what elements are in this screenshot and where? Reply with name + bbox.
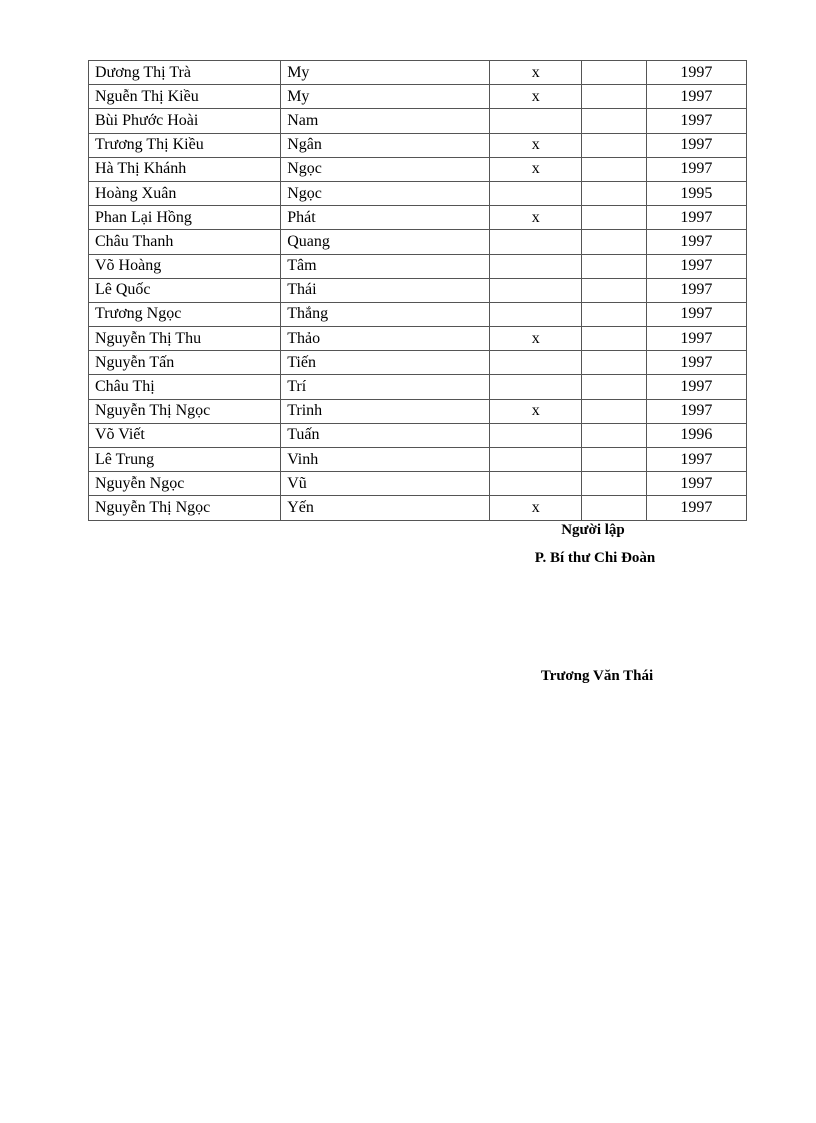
table-row bbox=[89, 181, 747, 205]
female-mark-cell: x bbox=[490, 85, 582, 109]
birth-year-cell: 1997 bbox=[646, 327, 746, 351]
birth-year-cell: 1997 bbox=[646, 399, 746, 423]
given-name-cell: Quang bbox=[281, 230, 490, 254]
birth-year-cell: 1997 bbox=[646, 472, 746, 496]
table-row bbox=[89, 302, 747, 326]
female-mark-cell: x bbox=[490, 206, 582, 230]
extra-cell bbox=[582, 206, 646, 230]
extra-cell bbox=[582, 254, 646, 278]
table-row bbox=[89, 496, 747, 520]
birth-year-cell: 1997 bbox=[646, 109, 746, 133]
extra-cell bbox=[582, 448, 646, 472]
given-name-cell: Ngọc bbox=[281, 157, 490, 181]
given-name-cell: Ngọc bbox=[281, 181, 490, 205]
extra-cell bbox=[582, 157, 646, 181]
surname-cell: Nguyễn Thị Thu bbox=[89, 327, 281, 351]
table-row bbox=[89, 157, 747, 181]
extra-cell bbox=[582, 61, 646, 85]
birth-year-cell: 1997 bbox=[646, 302, 746, 326]
female-mark-cell bbox=[490, 302, 582, 326]
female-mark-cell bbox=[490, 181, 582, 205]
given-name-cell: Thái bbox=[281, 278, 490, 302]
surname-cell: Trương Ngọc bbox=[89, 302, 281, 326]
given-name-cell: Yến bbox=[281, 496, 490, 520]
female-mark-cell: x bbox=[490, 399, 582, 423]
extra-cell bbox=[582, 327, 646, 351]
given-name-cell: Tiến bbox=[281, 351, 490, 375]
table-row bbox=[89, 254, 747, 278]
given-name-cell: Thắng bbox=[281, 302, 490, 326]
table-row bbox=[89, 399, 747, 423]
birth-year-cell: 1997 bbox=[646, 278, 746, 302]
surname-cell: Nguễn Thị Kiều bbox=[89, 85, 281, 109]
extra-cell bbox=[582, 230, 646, 254]
given-name-cell: Thảo bbox=[281, 327, 490, 351]
female-mark-cell: x bbox=[490, 157, 582, 181]
extra-cell bbox=[582, 109, 646, 133]
birth-year-cell: 1997 bbox=[646, 61, 746, 85]
birth-year-cell: 1997 bbox=[646, 133, 746, 157]
surname-cell: Dương Thị Trà bbox=[89, 61, 281, 85]
given-name-cell: Trí bbox=[281, 375, 490, 399]
surname-cell: Nguyễn Thị Ngọc bbox=[89, 399, 281, 423]
birth-year-cell: 1997 bbox=[646, 157, 746, 181]
female-mark-cell bbox=[490, 375, 582, 399]
surname-cell: Hà Thị Khánh bbox=[89, 157, 281, 181]
extra-cell bbox=[582, 472, 646, 496]
birth-year-cell: 1997 bbox=[646, 206, 746, 230]
female-mark-cell bbox=[490, 109, 582, 133]
member-table bbox=[88, 60, 747, 521]
birth-year-cell: 1997 bbox=[646, 85, 746, 109]
given-name-cell: Tuấn bbox=[281, 423, 490, 447]
table-row bbox=[89, 472, 747, 496]
surname-cell: Nguyễn Thị Ngọc bbox=[89, 496, 281, 520]
given-name-cell: My bbox=[281, 85, 490, 109]
surname-cell: Bùi Phước Hoài bbox=[89, 109, 281, 133]
given-name-cell: Ngân bbox=[281, 133, 490, 157]
given-name-cell: My bbox=[281, 61, 490, 85]
table-row bbox=[89, 351, 747, 375]
female-mark-cell: x bbox=[490, 496, 582, 520]
birth-year-cell: 1997 bbox=[646, 351, 746, 375]
female-mark-cell bbox=[490, 448, 582, 472]
extra-cell bbox=[582, 133, 646, 157]
table-row bbox=[89, 206, 747, 230]
extra-cell bbox=[582, 375, 646, 399]
table-row bbox=[89, 61, 747, 85]
given-name-cell: Nam bbox=[281, 109, 490, 133]
prepared-by-label: Người lập bbox=[561, 522, 625, 538]
given-name-cell: Tâm bbox=[281, 254, 490, 278]
extra-cell bbox=[582, 496, 646, 520]
female-mark-cell bbox=[490, 423, 582, 447]
surname-cell: Hoàng Xuân bbox=[89, 181, 281, 205]
table-row bbox=[89, 327, 747, 351]
surname-cell: Phan Lại Hồng bbox=[89, 206, 281, 230]
birth-year-cell: 1997 bbox=[646, 230, 746, 254]
female-mark-cell bbox=[490, 351, 582, 375]
surname-cell: Võ Hoàng bbox=[89, 254, 281, 278]
female-mark-cell: x bbox=[490, 61, 582, 85]
extra-cell bbox=[582, 423, 646, 447]
extra-cell bbox=[582, 351, 646, 375]
female-mark-cell bbox=[490, 254, 582, 278]
extra-cell bbox=[582, 85, 646, 109]
extra-cell bbox=[582, 278, 646, 302]
extra-cell bbox=[582, 181, 646, 205]
birth-year-cell: 1995 bbox=[646, 181, 746, 205]
table-row bbox=[89, 133, 747, 157]
table-row bbox=[89, 448, 747, 472]
birth-year-cell: 1997 bbox=[646, 496, 746, 520]
position-label: P. Bí thư Chi Đoàn bbox=[534, 550, 656, 566]
female-mark-cell: x bbox=[490, 327, 582, 351]
birth-year-cell: 1996 bbox=[646, 423, 746, 447]
table-row bbox=[89, 375, 747, 399]
birth-year-cell: 1997 bbox=[646, 448, 746, 472]
female-mark-cell bbox=[490, 472, 582, 496]
table-row bbox=[89, 109, 747, 133]
surname-cell: Lê Trung bbox=[89, 448, 281, 472]
table-row bbox=[89, 423, 747, 447]
surname-cell: Võ Viết bbox=[89, 423, 281, 447]
extra-cell bbox=[582, 399, 646, 423]
given-name-cell: Vũ bbox=[281, 472, 490, 496]
table-row bbox=[89, 230, 747, 254]
surname-cell: Lê Quốc bbox=[89, 278, 281, 302]
signer-name: Trương Văn Thái bbox=[540, 668, 654, 684]
surname-cell: Nguyễn Ngọc bbox=[89, 472, 281, 496]
table-row bbox=[89, 278, 747, 302]
given-name-cell: Vinh bbox=[281, 448, 490, 472]
surname-cell: Nguyễn Tấn bbox=[89, 351, 281, 375]
surname-cell: Trương Thị Kiều bbox=[89, 133, 281, 157]
given-name-cell: Phát bbox=[281, 206, 490, 230]
surname-cell: Châu Thị bbox=[89, 375, 281, 399]
table-row bbox=[89, 85, 747, 109]
birth-year-cell: 1997 bbox=[646, 375, 746, 399]
surname-cell: Châu Thanh bbox=[89, 230, 281, 254]
extra-cell bbox=[582, 302, 646, 326]
female-mark-cell bbox=[490, 278, 582, 302]
female-mark-cell bbox=[490, 230, 582, 254]
female-mark-cell: x bbox=[490, 133, 582, 157]
given-name-cell: Trinh bbox=[281, 399, 490, 423]
birth-year-cell: 1997 bbox=[646, 254, 746, 278]
